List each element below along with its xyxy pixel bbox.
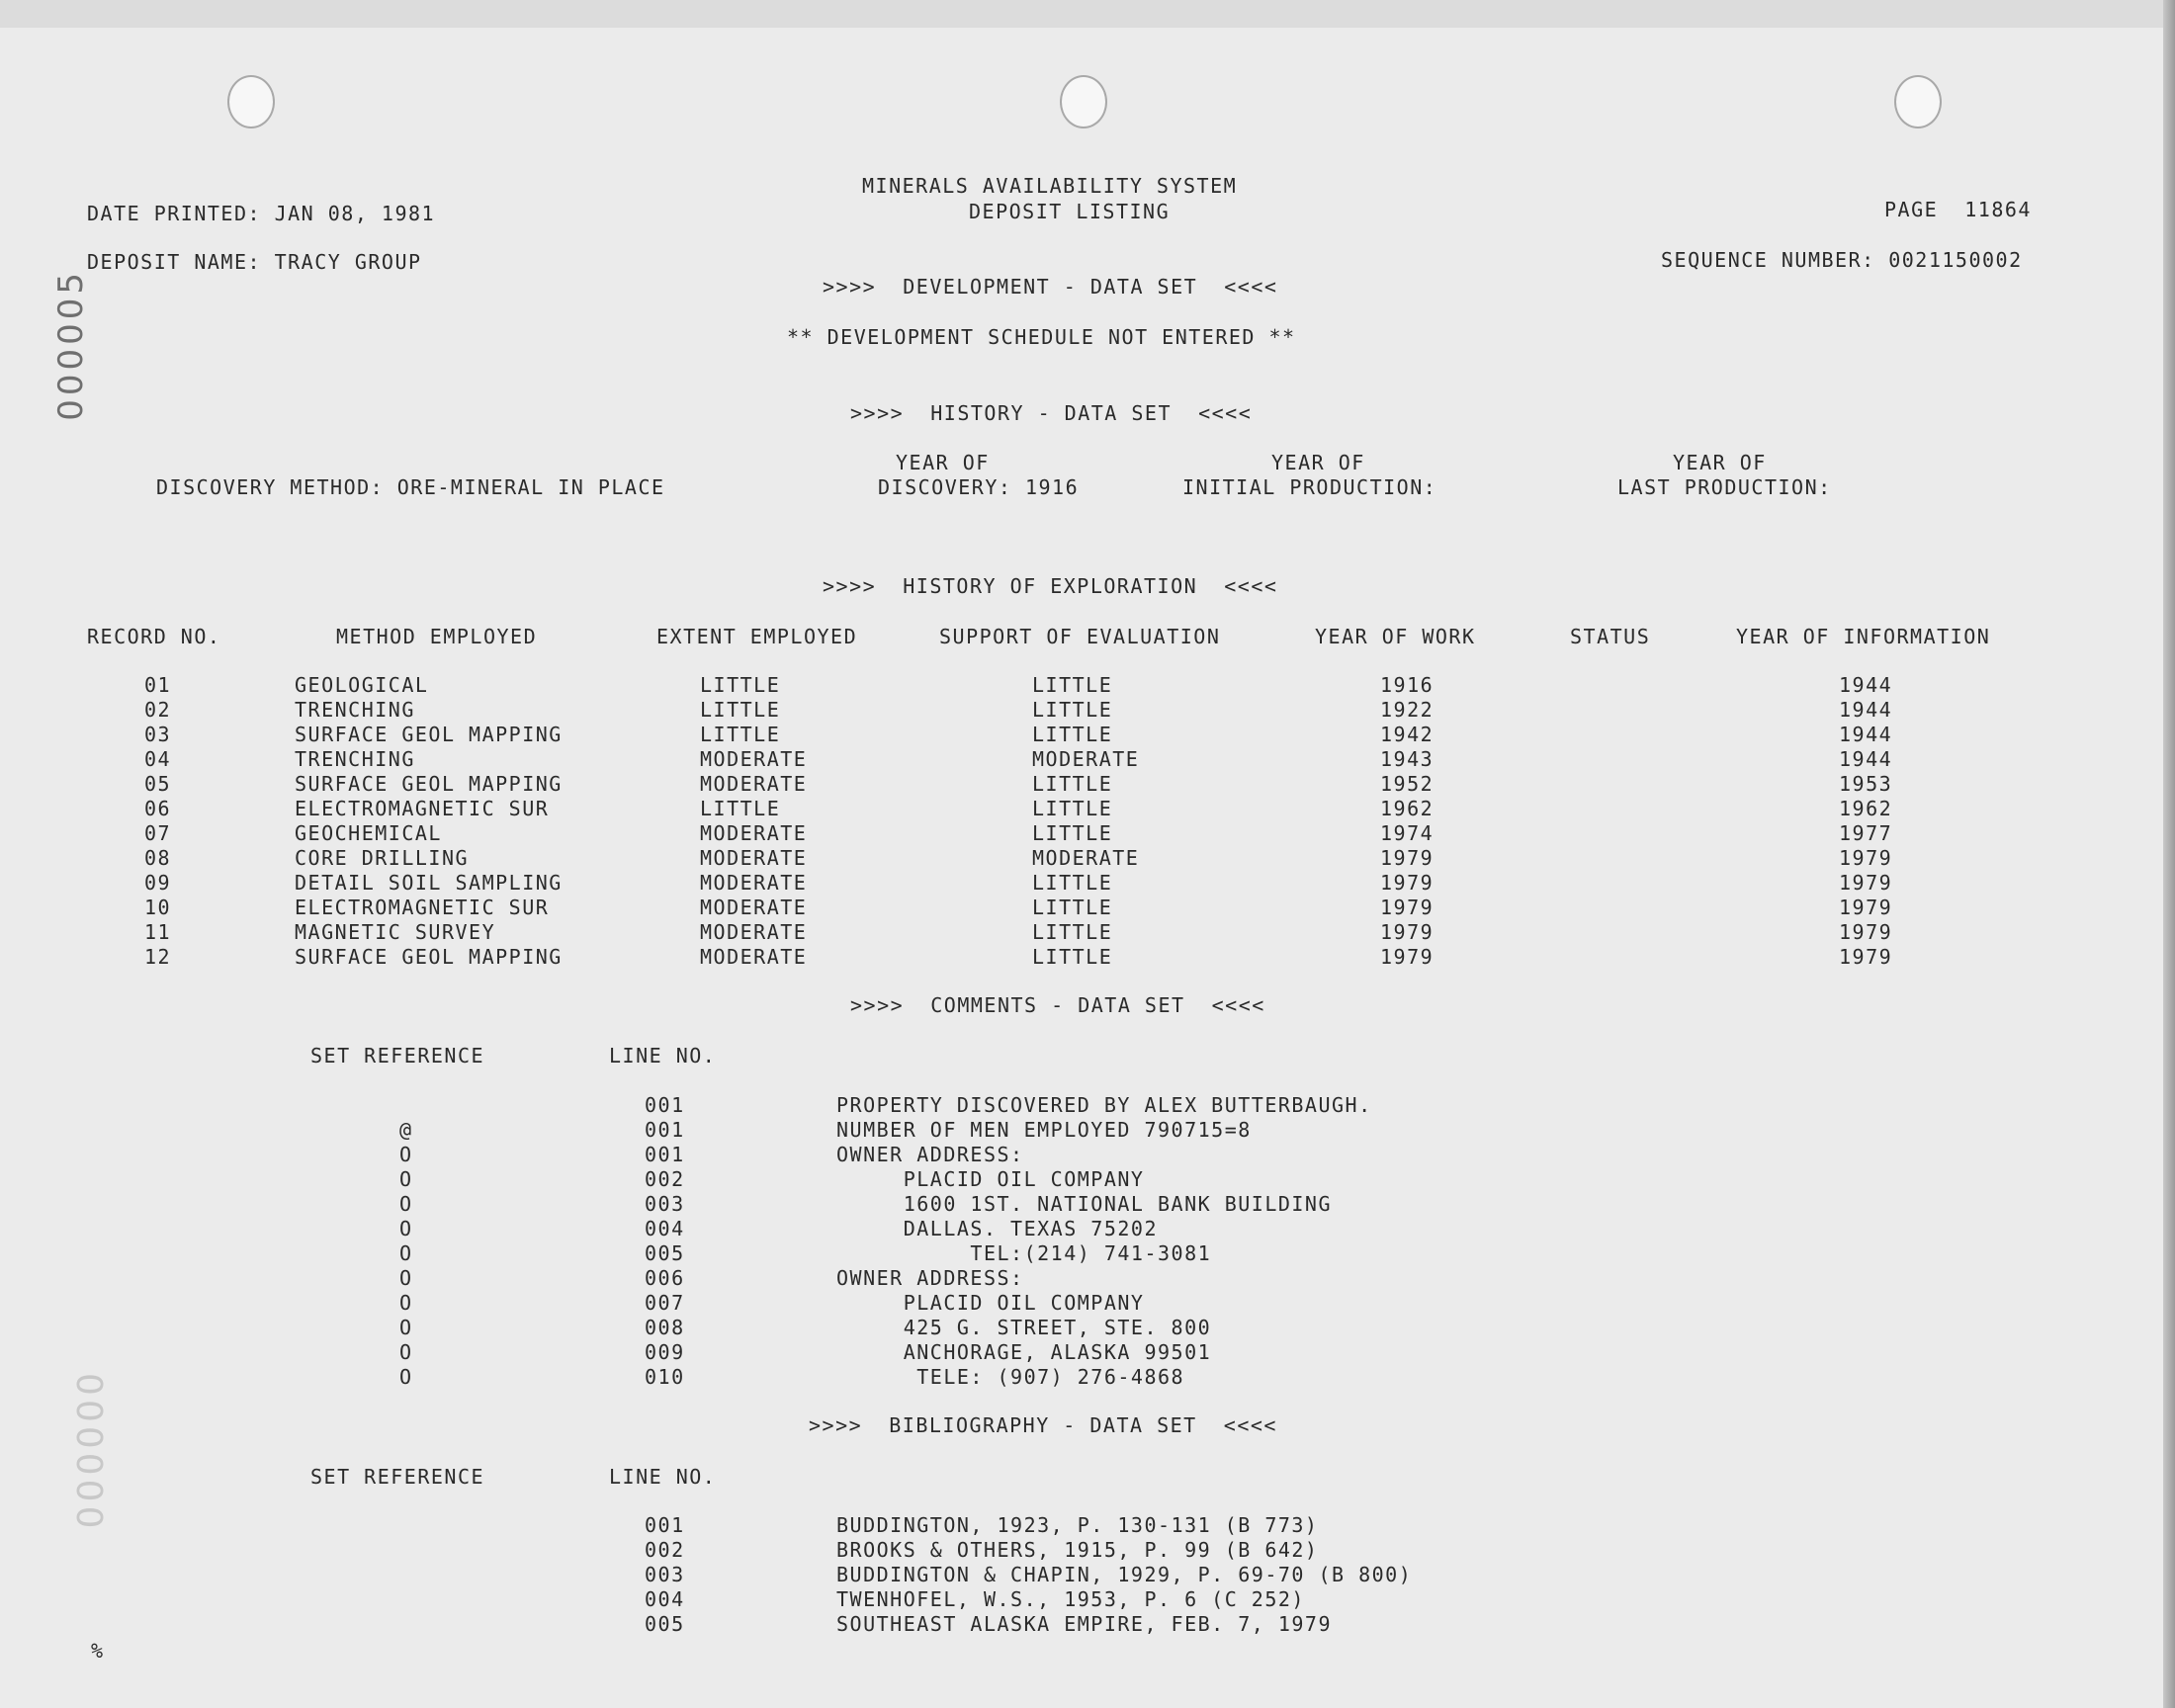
discovery-method: DISCOVERY METHOD: ORE-MINERAL IN PLACE bbox=[156, 475, 665, 499]
exploration-heading: >>>> HISTORY OF EXPLORATION <<<< bbox=[823, 574, 1278, 598]
table-row bbox=[0, 747, 2175, 772]
side-stamp-code: 000005 bbox=[51, 269, 91, 421]
record-no: 07 bbox=[144, 821, 172, 845]
comment-text: TEL:(214) 741-3081 bbox=[836, 1241, 1212, 1265]
bibliography-col-set-reference: SET REFERENCE bbox=[310, 1465, 485, 1489]
method-employed: SURFACE GEOL MAPPING bbox=[295, 945, 563, 969]
col-record-no: RECORD NO. bbox=[87, 625, 221, 648]
line-no: 005 bbox=[645, 1241, 685, 1265]
method-employed: CORE DRILLING bbox=[295, 846, 470, 870]
set-reference: O bbox=[399, 1266, 413, 1290]
sequence-number: SEQUENCE NUMBER: 0021150002 bbox=[1661, 248, 2023, 272]
list-item bbox=[0, 1291, 2175, 1316]
year-of-work: 1979 bbox=[1380, 896, 1435, 919]
line-no: 003 bbox=[645, 1192, 685, 1216]
method-employed: SURFACE GEOL MAPPING bbox=[295, 772, 563, 796]
list-item bbox=[0, 1316, 2175, 1340]
list-item bbox=[0, 1167, 2175, 1192]
list-item bbox=[0, 1538, 2175, 1563]
list-item bbox=[0, 1118, 2175, 1143]
year-of-information: 1979 bbox=[1839, 945, 1893, 969]
bibliography-text: BUDDINGTON, 1923, P. 130-131 (B 773) bbox=[836, 1513, 1319, 1537]
extent-employed: MODERATE bbox=[700, 920, 808, 944]
extent-employed: LITTLE bbox=[700, 797, 781, 820]
support-of-evaluation: LITTLE bbox=[1032, 821, 1113, 845]
extent-employed: LITTLE bbox=[700, 723, 781, 746]
list-item bbox=[0, 1340, 2175, 1365]
line-no: 004 bbox=[645, 1217, 685, 1240]
record-no: 06 bbox=[144, 797, 172, 820]
table-row bbox=[0, 698, 2175, 723]
line-no: 001 bbox=[645, 1093, 685, 1117]
support-of-evaluation: LITTLE bbox=[1032, 698, 1113, 722]
comment-text: 1600 1ST. NATIONAL BANK BUILDING bbox=[836, 1192, 1333, 1216]
bibliography-text: BUDDINGTON & CHAPIN, 1929, P. 69-70 (B 800) bbox=[836, 1563, 1413, 1586]
line-no: 007 bbox=[645, 1291, 685, 1315]
year-of-work: 1979 bbox=[1380, 945, 1435, 969]
method-employed: ELECTROMAGNETIC SUR bbox=[295, 896, 550, 919]
set-reference: O bbox=[399, 1241, 413, 1265]
set-reference: O bbox=[399, 1291, 413, 1315]
method-employed: TRENCHING bbox=[295, 698, 415, 722]
year-of-information: 1977 bbox=[1839, 821, 1893, 845]
extent-employed: MODERATE bbox=[700, 821, 808, 845]
set-reference: O bbox=[399, 1167, 413, 1191]
footer-mark: % bbox=[91, 1639, 105, 1663]
support-of-evaluation: LITTLE bbox=[1032, 797, 1113, 820]
line-no: 004 bbox=[645, 1587, 685, 1611]
year-of-work: 1979 bbox=[1380, 846, 1435, 870]
year-of-discovery-label: YEAR OF bbox=[896, 451, 990, 474]
support-of-evaluation: LITTLE bbox=[1032, 673, 1113, 697]
table-row bbox=[0, 920, 2175, 945]
method-employed: MAGNETIC SURVEY bbox=[295, 920, 496, 944]
line-no: 002 bbox=[645, 1538, 685, 1562]
year-of-work: 1979 bbox=[1380, 871, 1435, 895]
year-of-information: 1979 bbox=[1839, 871, 1893, 895]
record-no: 05 bbox=[144, 772, 172, 796]
punch-hole-right bbox=[1894, 75, 1942, 128]
table-row bbox=[0, 846, 2175, 871]
list-item bbox=[0, 1241, 2175, 1266]
bibliography-col-line-no: LINE NO. bbox=[609, 1465, 717, 1489]
list-item bbox=[0, 1143, 2175, 1167]
comment-text: PLACID OIL COMPANY bbox=[836, 1291, 1145, 1315]
system-title: MINERALS AVAILABILITY SYSTEM bbox=[862, 174, 1238, 198]
year-of-information: 1944 bbox=[1839, 698, 1893, 722]
set-reference: O bbox=[399, 1365, 413, 1389]
support-of-evaluation: MODERATE bbox=[1032, 846, 1140, 870]
year-of-information: 1979 bbox=[1839, 920, 1893, 944]
line-no: 001 bbox=[645, 1118, 685, 1142]
record-no: 12 bbox=[144, 945, 172, 969]
extent-employed: MODERATE bbox=[700, 846, 808, 870]
support-of-evaluation: LITTLE bbox=[1032, 945, 1113, 969]
extent-employed: LITTLE bbox=[700, 698, 781, 722]
year-of-work: 1974 bbox=[1380, 821, 1435, 845]
comment-text: OWNER ADDRESS: bbox=[836, 1143, 1024, 1166]
table-row bbox=[0, 945, 2175, 970]
line-no: 006 bbox=[645, 1266, 685, 1290]
list-item bbox=[0, 1513, 2175, 1538]
extent-employed: MODERATE bbox=[700, 747, 808, 771]
line-no: 002 bbox=[645, 1167, 685, 1191]
support-of-evaluation: LITTLE bbox=[1032, 871, 1113, 895]
extent-employed: MODERATE bbox=[700, 871, 808, 895]
year-of-information: 1944 bbox=[1839, 673, 1893, 697]
col-extent-employed: EXTENT EMPLOYED bbox=[656, 625, 858, 648]
comment-text: DALLAS. TEXAS 75202 bbox=[836, 1217, 1158, 1240]
record-no: 08 bbox=[144, 846, 172, 870]
list-item bbox=[0, 1365, 2175, 1390]
extent-employed: MODERATE bbox=[700, 896, 808, 919]
year-of-information: 1979 bbox=[1839, 896, 1893, 919]
col-support-of-evaluation: SUPPORT OF EVALUATION bbox=[939, 625, 1221, 648]
method-employed: SURFACE GEOL MAPPING bbox=[295, 723, 563, 746]
table-row bbox=[0, 772, 2175, 797]
comments-col-line-no: LINE NO. bbox=[609, 1044, 717, 1068]
year-of-information: 1979 bbox=[1839, 846, 1893, 870]
method-employed: GEOLOGICAL bbox=[295, 673, 429, 697]
method-employed: TRENCHING bbox=[295, 747, 415, 771]
extent-employed: MODERATE bbox=[700, 772, 808, 796]
year-of-work: 1952 bbox=[1380, 772, 1435, 796]
table-row bbox=[0, 896, 2175, 920]
development-heading: >>>> DEVELOPMENT - DATA SET <<<< bbox=[823, 275, 1278, 299]
list-item bbox=[0, 1612, 2175, 1637]
last-production: LAST PRODUCTION: bbox=[1617, 475, 1832, 499]
initial-production: INITIAL PRODUCTION: bbox=[1182, 475, 1437, 499]
comment-text: PLACID OIL COMPANY bbox=[836, 1167, 1145, 1191]
record-no: 10 bbox=[144, 896, 172, 919]
year-of-work: 1942 bbox=[1380, 723, 1435, 746]
record-no: 03 bbox=[144, 723, 172, 746]
list-item bbox=[0, 1266, 2175, 1291]
year-of-information: 1953 bbox=[1839, 772, 1893, 796]
line-no: 001 bbox=[645, 1143, 685, 1166]
comments-col-set-reference: SET REFERENCE bbox=[310, 1044, 485, 1068]
set-reference: O bbox=[399, 1192, 413, 1216]
table-row bbox=[0, 723, 2175, 747]
table-row bbox=[0, 871, 2175, 896]
support-of-evaluation: LITTLE bbox=[1032, 896, 1113, 919]
col-year-of-work: YEAR OF WORK bbox=[1315, 625, 1476, 648]
line-no: 001 bbox=[645, 1513, 685, 1537]
comment-text: OWNER ADDRESS: bbox=[836, 1266, 1024, 1290]
year-of-discovery: DISCOVERY: 1916 bbox=[878, 475, 1080, 499]
record-no: 04 bbox=[144, 747, 172, 771]
last-production-label: YEAR OF bbox=[1673, 451, 1767, 474]
table-row bbox=[0, 821, 2175, 846]
col-year-of-information: YEAR OF INFORMATION bbox=[1736, 625, 1991, 648]
list-item bbox=[0, 1587, 2175, 1612]
record-no: 01 bbox=[144, 673, 172, 697]
date-printed: DATE PRINTED: JAN 08, 1981 bbox=[87, 202, 436, 225]
set-reference: O bbox=[399, 1340, 413, 1364]
side-stamp-code-faint: 000000 bbox=[71, 1369, 112, 1529]
method-employed: ELECTROMAGNETIC SUR bbox=[295, 797, 550, 820]
list-item bbox=[0, 1093, 2175, 1118]
bibliography-heading: >>>> BIBLIOGRAPHY - DATA SET <<<< bbox=[809, 1413, 1277, 1437]
list-item bbox=[0, 1192, 2175, 1217]
list-item bbox=[0, 1563, 2175, 1587]
comment-text: 425 G. STREET, STE. 800 bbox=[836, 1316, 1212, 1339]
support-of-evaluation: MODERATE bbox=[1032, 747, 1140, 771]
comment-text: NUMBER OF MEN EMPLOYED 790715=8 bbox=[836, 1118, 1252, 1142]
punch-hole-left bbox=[227, 75, 275, 128]
comment-text: PROPERTY DISCOVERED BY ALEX BUTTERBAUGH. bbox=[836, 1093, 1372, 1117]
set-reference: @ bbox=[399, 1118, 413, 1142]
support-of-evaluation: LITTLE bbox=[1032, 772, 1113, 796]
col-status: STATUS bbox=[1570, 625, 1651, 648]
year-of-work: 1979 bbox=[1380, 920, 1435, 944]
table-row bbox=[0, 673, 2175, 698]
bibliography-text: BROOKS & OTHERS, 1915, P. 99 (B 642) bbox=[836, 1538, 1319, 1562]
support-of-evaluation: LITTLE bbox=[1032, 920, 1113, 944]
extent-employed: MODERATE bbox=[700, 945, 808, 969]
support-of-evaluation: LITTLE bbox=[1032, 723, 1113, 746]
method-employed: DETAIL SOIL SAMPLING bbox=[295, 871, 563, 895]
method-employed: GEOCHEMICAL bbox=[295, 821, 442, 845]
set-reference: O bbox=[399, 1316, 413, 1339]
record-no: 09 bbox=[144, 871, 172, 895]
bibliography-text: SOUTHEAST ALASKA EMPIRE, FEB. 7, 1979 bbox=[836, 1612, 1333, 1636]
year-of-work: 1916 bbox=[1380, 673, 1435, 697]
listing-title: DEPOSIT LISTING bbox=[969, 200, 1171, 223]
development-note: ** DEVELOPMENT SCHEDULE NOT ENTERED ** bbox=[787, 325, 1296, 349]
history-heading: >>>> HISTORY - DATA SET <<<< bbox=[850, 401, 1253, 425]
line-no: 010 bbox=[645, 1365, 685, 1389]
page-number: PAGE 11864 bbox=[1884, 198, 2032, 221]
set-reference: O bbox=[399, 1143, 413, 1166]
year-of-work: 1922 bbox=[1380, 698, 1435, 722]
year-of-work: 1943 bbox=[1380, 747, 1435, 771]
punch-hole-center bbox=[1060, 75, 1107, 128]
initial-production-label: YEAR OF bbox=[1271, 451, 1365, 474]
year-of-information: 1944 bbox=[1839, 747, 1893, 771]
deposit-name: DEPOSIT NAME: TRACY GROUP bbox=[87, 250, 422, 274]
col-method-employed: METHOD EMPLOYED bbox=[336, 625, 538, 648]
comment-text: ANCHORAGE, ALASKA 99501 bbox=[836, 1340, 1212, 1364]
line-no: 003 bbox=[645, 1563, 685, 1586]
line-no: 009 bbox=[645, 1340, 685, 1364]
comment-text: TELE: (907) 276-4868 bbox=[836, 1365, 1185, 1389]
table-row bbox=[0, 797, 2175, 821]
comments-heading: >>>> COMMENTS - DATA SET <<<< bbox=[850, 993, 1265, 1017]
year-of-work: 1962 bbox=[1380, 797, 1435, 820]
list-item bbox=[0, 1217, 2175, 1241]
line-no: 008 bbox=[645, 1316, 685, 1339]
record-no: 02 bbox=[144, 698, 172, 722]
record-no: 11 bbox=[144, 920, 172, 944]
year-of-information: 1944 bbox=[1839, 723, 1893, 746]
set-reference: O bbox=[399, 1217, 413, 1240]
bibliography-text: TWENHOFEL, W.S., 1953, P. 6 (C 252) bbox=[836, 1587, 1305, 1611]
extent-employed: LITTLE bbox=[700, 673, 781, 697]
year-of-information: 1962 bbox=[1839, 797, 1893, 820]
line-no: 005 bbox=[645, 1612, 685, 1636]
